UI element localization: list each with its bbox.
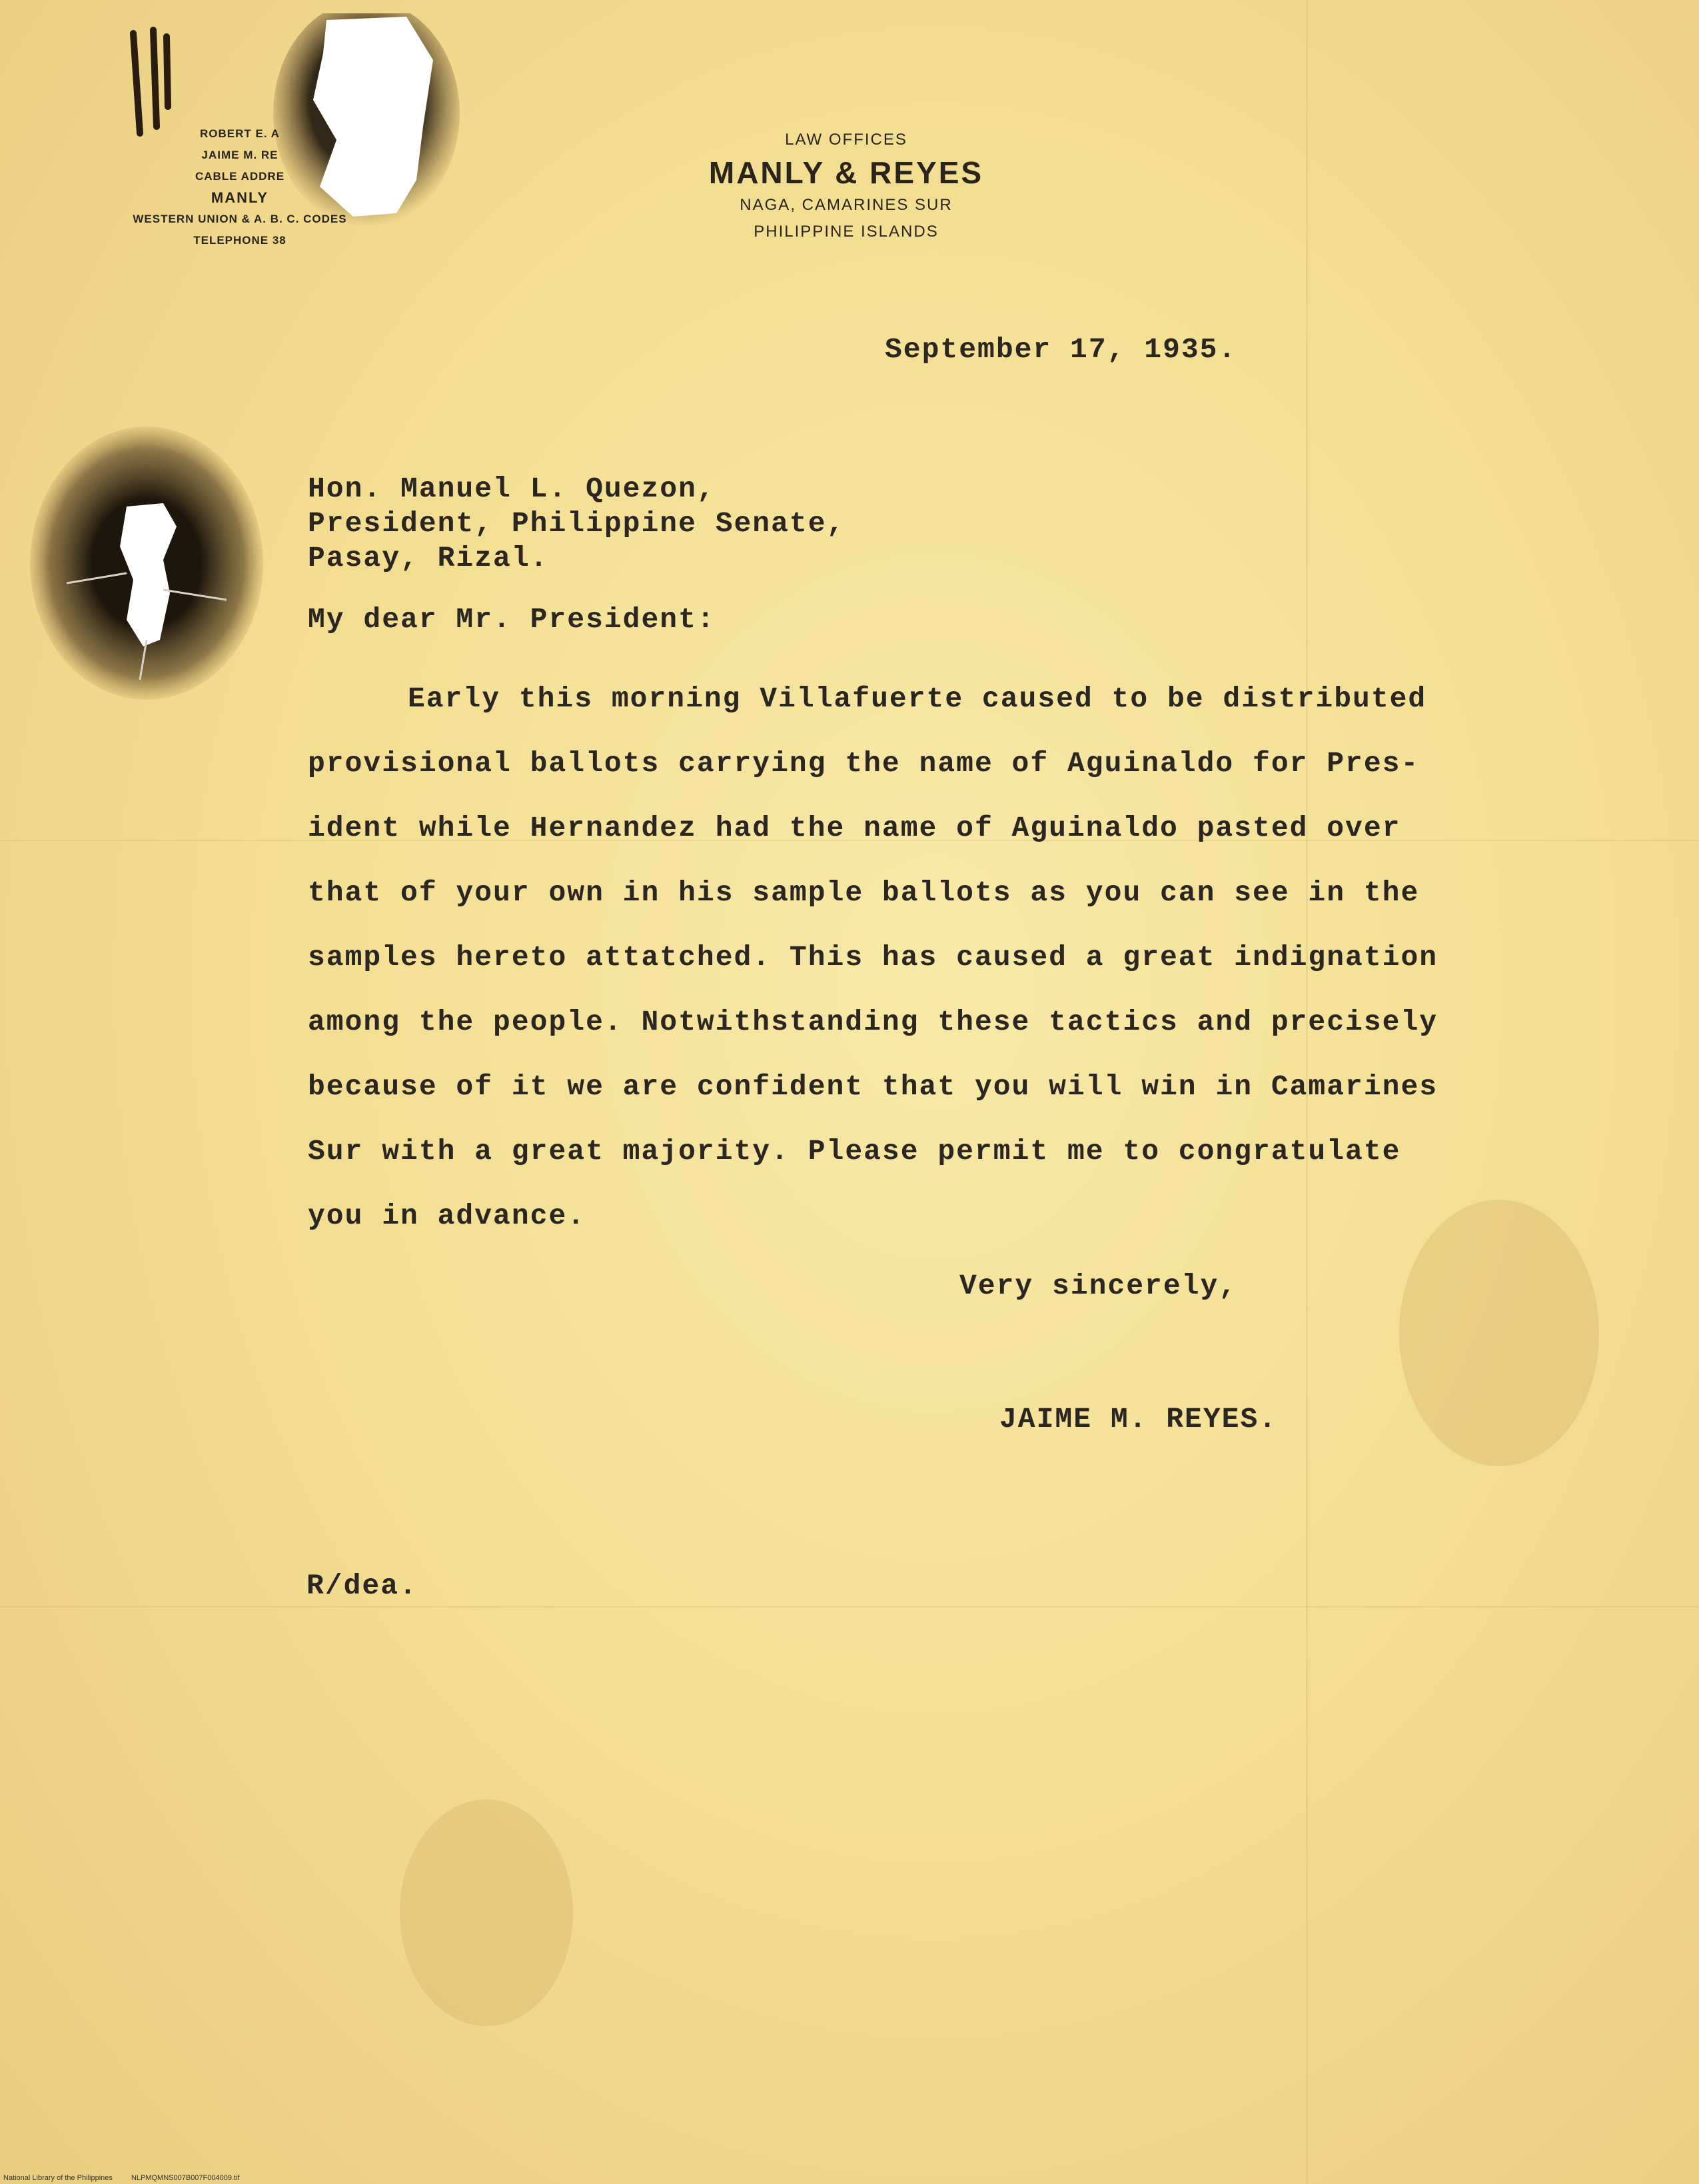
body-line: among the people. Notwithstanding these tactics and precisely xyxy=(308,1006,1438,1038)
signer-name: JAIME M. REYES. xyxy=(999,1403,1278,1436)
body-line: because of it we are confident that you will win in Camarines xyxy=(308,1070,1438,1103)
letterhead-partner-2: JAIME M. RE xyxy=(201,149,279,161)
closing: Very sincerely, xyxy=(959,1270,1238,1302)
archive-library: National Library of the Philippines xyxy=(3,2174,113,2182)
archive-file-id: NLPMQMNS007B007F004009.tif xyxy=(131,2174,240,2182)
body-line: Early this morning Villafuerte caused to be distributed xyxy=(408,682,1427,715)
typist-initials: R/dea. xyxy=(306,1570,418,1602)
recipient-address xyxy=(308,472,845,576)
address-line: Pasay, Rizal. xyxy=(308,542,549,574)
body-line: ident while Hernandez had the name of Aguinaldo pasted over xyxy=(308,812,1401,844)
letterhead-partners xyxy=(73,123,406,251)
water-stain xyxy=(400,1799,573,2026)
letterhead-firm xyxy=(613,127,1079,245)
letter-date: September 17, 1935. xyxy=(885,333,1237,366)
archive-footer xyxy=(3,2174,257,2182)
letterhead-telephone: TELEPHONE 38 xyxy=(193,234,286,247)
letterhead-codes: WESTERN UNION & A. B. C. CODES xyxy=(133,213,347,225)
letterhead-cable-name: MANLY xyxy=(211,189,269,206)
body-line: Sur with a great majority. Please permit me to congratulate xyxy=(308,1135,1401,1168)
body-line: provisional ballots carrying the name of Aguinaldo for Pres- xyxy=(308,747,1420,780)
body-line: samples hereto attatched. This has caused a great indignation xyxy=(308,941,1438,974)
letterhead-country: PHILIPPINE ISLANDS xyxy=(754,223,939,241)
letterhead-cable-label: CABLE ADDRE xyxy=(195,170,285,183)
letterhead-city: NAGA, CAMARINES SUR xyxy=(740,196,953,214)
salutation: My dear Mr. President: xyxy=(308,603,716,636)
burn-hole-left xyxy=(27,420,267,700)
letter-body xyxy=(308,666,1438,1248)
letterhead-firm-name: MANLY & REYES xyxy=(708,155,984,190)
letterhead-partner-1: ROBERT E. A xyxy=(200,127,280,140)
letterhead-kind: LAW OFFICES xyxy=(785,131,907,149)
address-line: President, Philippine Senate, xyxy=(308,507,846,540)
address-line: Hon. Manuel L. Quezon, xyxy=(308,473,716,505)
fold-crease-horizontal xyxy=(0,1606,1699,1608)
body-line: that of your own in his sample ballots as you can see in the xyxy=(308,876,1420,909)
body-line: you in advance. xyxy=(308,1200,586,1232)
